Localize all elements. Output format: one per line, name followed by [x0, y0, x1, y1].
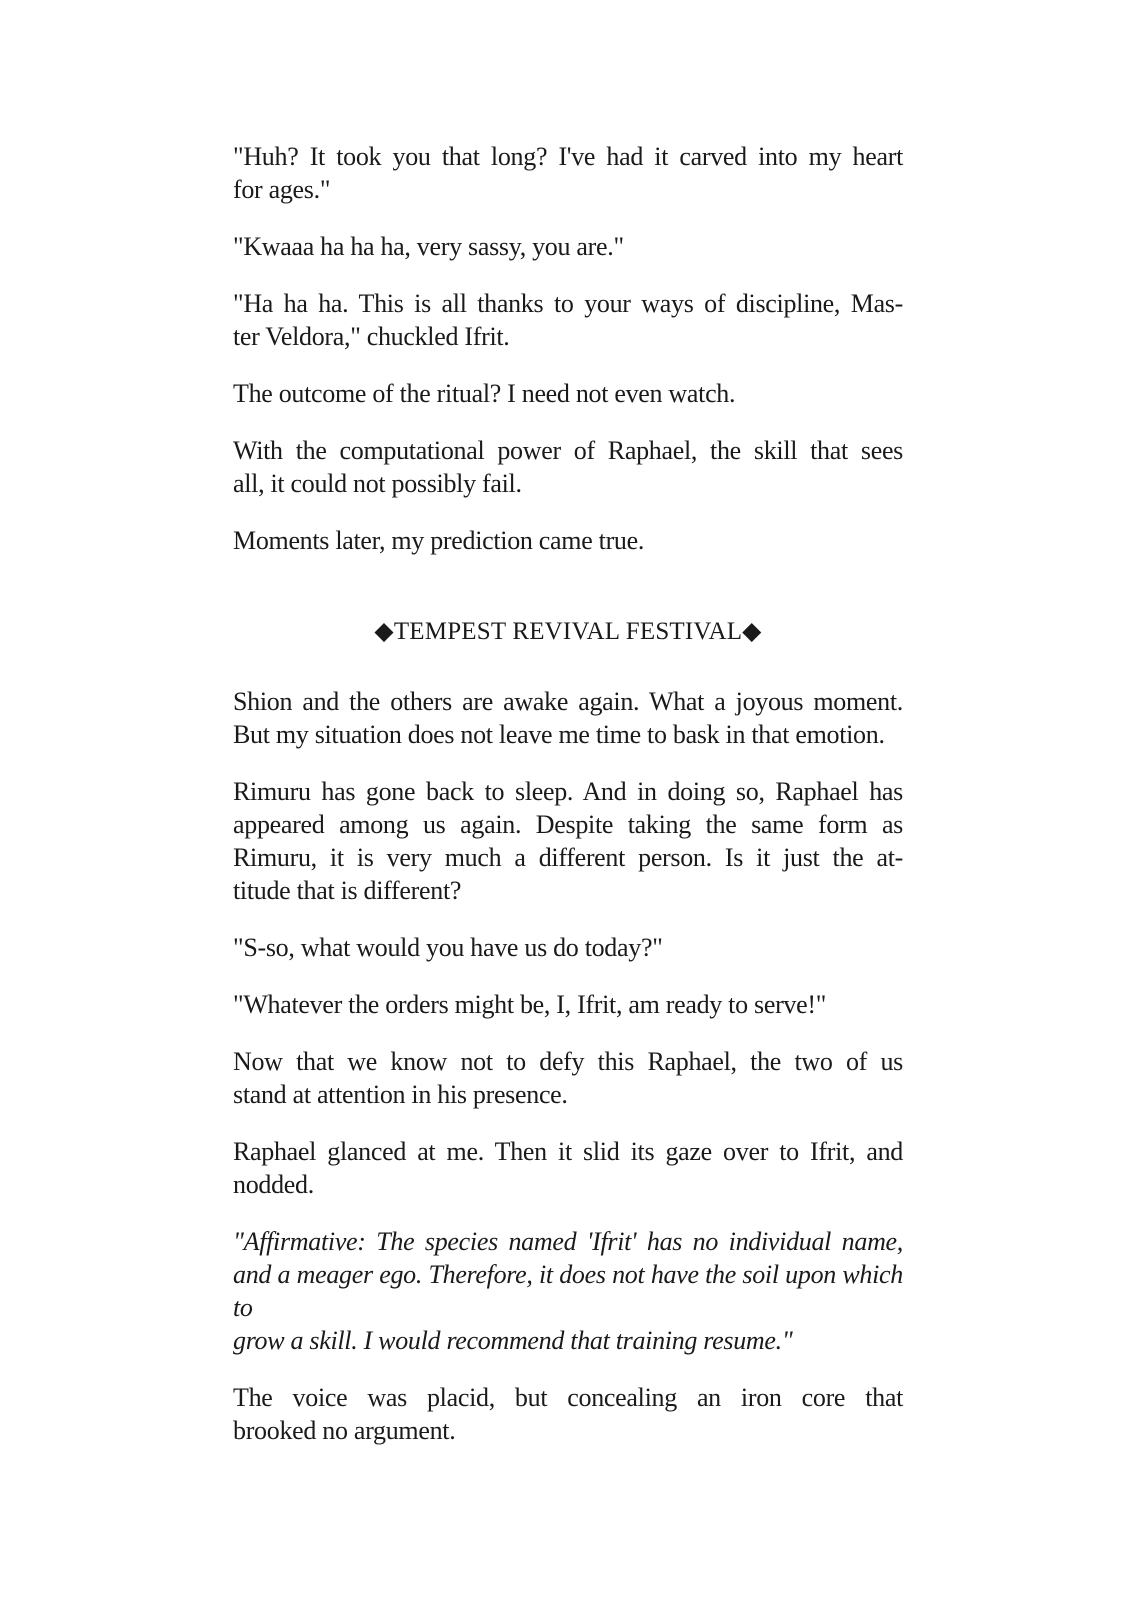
text-line: "S-so, what would you have us do today?" — [233, 933, 663, 962]
text-line: and a meager ego. Therefore, it does not have the soil upon which to — [233, 1260, 903, 1322]
heading-text: ◆TEMPEST REVIVAL FESTIVAL◆ — [374, 618, 762, 645]
text-line: all, it could not possibly fail. — [233, 469, 522, 498]
text-line: Moments later, my prediction came true. — [233, 526, 645, 555]
paragraph-1 — [233, 140, 903, 206]
paragraph-3 — [233, 287, 903, 353]
text-line: ter Veldora," chuckled Ifrit. — [233, 322, 510, 351]
text-line: But my situation does not leave me time to bask in that emotion. — [233, 720, 885, 749]
text-line: "Kwaaa ha ha ha, very sassy, you are." — [233, 232, 624, 261]
paragraph-9 — [233, 775, 903, 907]
paragraph-11 — [233, 988, 903, 1021]
text-line: With the computational power of Raphael, the skill that sees — [233, 436, 903, 465]
text-line: The voice was placid, but concealing an iron core that — [233, 1383, 903, 1412]
text-line: Rimuru has gone back to sleep. And in doing so, Raphael has — [233, 777, 903, 806]
paragraph-8 — [233, 685, 903, 751]
paragraph-5 — [233, 434, 903, 500]
text-line: "Affirmative: The species named 'Ifrit' has no individual name, — [233, 1227, 903, 1256]
paragraph-13 — [233, 1135, 903, 1201]
text-line: grow a skill. I would recommend that training resume." — [233, 1326, 793, 1355]
paragraph-10 — [233, 931, 903, 964]
text-line: "Whatever the orders might be, I, Ifrit, am ready to serve!" — [233, 990, 827, 1019]
text-line: brooked no argument. — [233, 1416, 456, 1445]
text-line: Raphael glanced at me. Then it slid its gaze over to Ifrit, and — [233, 1137, 903, 1166]
paragraph-4 — [233, 377, 903, 410]
text-line: Rimuru, it is very much a different person. Is it just the at- — [233, 843, 903, 872]
text-line: "Huh? It took you that long? I've had it carved into my heart — [233, 142, 903, 171]
paragraph-15 — [233, 1381, 903, 1447]
paragraph-2 — [233, 230, 903, 263]
page-content — [233, 140, 903, 1471]
text-line: Now that we know not to defy this Raphael, the two of us — [233, 1047, 903, 1076]
text-line: appeared among us again. Despite taking the same form as — [233, 810, 903, 839]
text-line: The outcome of the ritual? I need not even watch. — [233, 379, 736, 408]
text-line: for ages." — [233, 175, 331, 204]
text-line: titude that is different? — [233, 876, 462, 905]
paragraph-14 — [233, 1225, 903, 1357]
paragraph-12 — [233, 1045, 903, 1111]
section-heading — [233, 614, 903, 650]
paragraph-6 — [233, 524, 903, 557]
text-line: Shion and the others are awake again. What a joyous moment. — [233, 687, 903, 716]
text-line: "Ha ha ha. This is all thanks to your ways of discipline, Mas- — [233, 289, 903, 318]
text-line: nodded. — [233, 1170, 314, 1199]
text-line: stand at attention in his presence. — [233, 1080, 568, 1109]
